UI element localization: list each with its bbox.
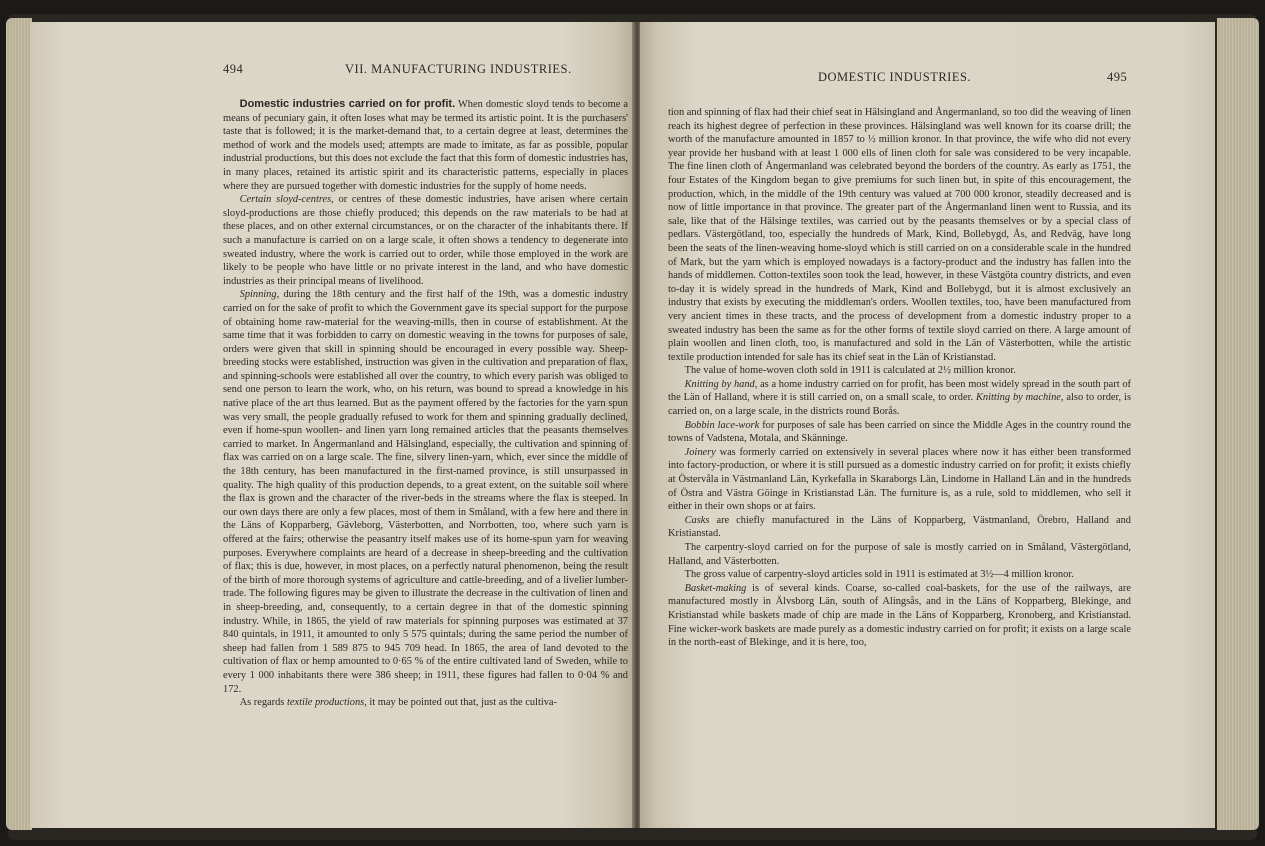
italic-term: Spinning, xyxy=(239,289,280,301)
italic-term: Casks xyxy=(684,514,710,526)
italic-term: Joinery xyxy=(684,446,716,458)
paragraph-text: was formerly carried on extensively in several places where now it has either been transformed into factory-production, or where it is still pursued as a domestic industry carried on for profit; it exists chiefly at Östervåla in Västmanland Län, Kyrkefalla in Skaraborgs Län, Lindome in Halland Län and in the hundreds of Östra and Västra Göinge in Kristianstad Län. The furniture is, as a rule, sold to middlemen, who sell it either in their own shops or at fairs. xyxy=(668,446,1132,513)
right-page-body xyxy=(668,106,1131,650)
paragraph-text: it may be pointed out that, just as the cultiva- xyxy=(369,697,557,709)
right-page-edges xyxy=(1217,18,1259,830)
paragraph xyxy=(223,193,628,288)
paragraph: The gross value of carpentry-sloyd articles sold in 1911 is estimated at 3½—4 million kronor. xyxy=(684,569,1074,581)
paragraph-text: When domestic sloyd tends to become a means of pecuniary gain, it often loses what may be termed its artistic point. It is the purchasers' taste that is followed; it is the market-demand that, to a certain degree at least, determines the method of work and the models used; attempts are made to imitate, as far as possible, popular industrial productions, but this does not exclude the fact that this form of domestic industries has, in many places, retained its artistic spirit and its characteristic patterns, especially in places where they are pursued together with domestic industries for the supply of home needs. xyxy=(223,99,628,192)
paragraph-text: or centres of these domestic industries, have arisen where certain sloyd-productions are those chiefly produced; this depends on the raw materials to be had at these places, and on other external circumstances, or on the character of the inhabitants there. If such a manufacture is carried on on a large scale, it often shows a tendency to degenerate into sweated industry, where the work is carried out to order, while those employed in the work are likely to be people who have little or no private interest in the land, and who have domestic industries as their principal means of livelihood. xyxy=(223,194,628,287)
italic-term: Bobbin lace-work xyxy=(684,419,760,431)
paragraph-text: are chiefly manufactured in the Läns of Kopparberg, Västmanland, Örebro, Halland and Kristianstad. xyxy=(668,514,1131,540)
paragraph: tion and spinning of flax had their chief seat in Hälsingland and Ångermanland, so too did the weaving of linen reach its highest degree of perfection in these provinces. Hälsingland was well known for its coarse drill; the worth of the manufacture amounted in 1857 to ½ million kronor. In that province, the wife who did not every year provide her husband with at least 1 000 ells of linen cloth for sale was considered to be very incapable. The fine linen cloth of Ångermanland was celebrated beyond the borders of the country. As early as 1751, the four Estates of the Kingdom began to give premiums for such linen but, in spite of this encouragement, the production, which, in the middle of the 19th century was valued at 700 000 kronor, steadily decreased and is now of little importance in that province. The greater part of the Ångermanland linen went to Russia, and its sale, like that of the Hälsinge textiles, was carried out by the peasants themselves or by a special class of pedlars. Västergötland, too, especially the hundreds of Mark, Kind, Bollebygd, Ås, and Redväg, have long been the seats of the linen-weaving home-sloyd which is still carried on on a considerable scale in the hundred of Mark, but the yarn which is employed nowadays is a factory-product and the industry has fallen into the hands of middlemen. Cotton-textiles soon took the lead, however, in these Västgöta country districts, and even to-day it is widely spread in the hundreds of Mark, Kind and Bollebygd, but it is almost exclusively an industry that exists by executing the middleman's orders. Woollen textiles, too, have been manufactured from very ancient times in these tracts, and the process of development from a domestic industry proper to a sweated industry has been the same as for the other forms of textile sloyd carried on there. A large amount of plain woollen and linen cloth, too, is manufactured and sold in the Län of Västerbotten, while the artistic textile production intended for sale has its chief seat in the Län of Kristianstad. xyxy=(668,107,1131,363)
left-page-body xyxy=(223,98,628,710)
right-page xyxy=(640,22,1215,828)
running-head-left: VII. MANUFACTURING INDUSTRIES. xyxy=(345,62,572,76)
italic-term: Certain sloyd-centres, xyxy=(239,194,334,206)
paragraph xyxy=(223,696,628,710)
paragraph xyxy=(223,98,628,193)
paragraph: The value of home-woven cloth sold in 1911 is calculated at 2½ million kronor. xyxy=(684,365,1016,377)
paragraph xyxy=(668,378,1131,419)
paragraph xyxy=(668,446,1131,514)
paragraph-text: As regards xyxy=(239,697,285,709)
italic-term: textile productions, xyxy=(286,697,367,709)
running-head-right: DOMESTIC INDUSTRIES. xyxy=(818,70,972,84)
paragraph xyxy=(668,582,1131,650)
paragraph: The carpentry-sloyd carried on for the purpose of sale is mostly carried on in Småland, Västergötland, Halland, and Västerbotten. xyxy=(668,542,1131,567)
left-page xyxy=(30,22,635,828)
paragraph xyxy=(223,288,628,696)
paragraph-text: is of several kinds. Coarse, so-called coal-baskets, for the use of the railways, are manufactured mostly in Älvsborg Län, south of Alingsås, and in the Läns of Kopparberg, Blekinge, and Kristianstad while baskets made of chip are made in the Läns of Kopparberg, Kronoberg, and Kristianstad. Fine wicker-work baskets are made purely as a domestic industry carried on for profit; it exists on a large scale in the north-east of Blekinge, and it is here, too, xyxy=(668,582,1131,649)
italic-term: Basket-making xyxy=(684,582,747,594)
paragraph xyxy=(668,514,1131,541)
paragraph xyxy=(668,419,1131,446)
paragraph-text: as a home industry carried on for profit, has been most widely spread in the south part of the Län of Halland, where it is still carried on, on a small scale, to order. xyxy=(668,378,1131,404)
italic-term: Knitting by machine, xyxy=(975,392,1064,404)
italic-term: Knitting by hand, xyxy=(684,378,758,390)
left-page-edges xyxy=(6,18,32,830)
paragraph-text: during the 18th century and the first half of the 19th, was a domestic industry carried on for the sake of profit to which the Government gave its special support for the purpose of obtaining home raw-material for the weaving-mills, then in course of establishment. At the same time that it was forbidden to carry on domestic weaving in the towns for purposes of sale, orders were given that skill in spinning should be encouraged in every possible way. Sheep-breeding stocks were established, instruction was given in the cultivation and preparation of flax, and spinning-schools were established all over the country, to which every parish was obliged to send one person to learn the work, who, on his return, was bound to spread a knowledge in his native place of the art thus learned. But as the payment offered by the factories for the yarn spun was very small, the people gradually refused to work for them and spinning gradually declined, even if home-spun woollen- and linen yarn long remained articles that the peasants themselves carried to market. In Ångermanland and Hälsingland, especially, the cultivation and spinning of flax was carried on on a large scale. The fine, silvery linen-yarn, which, ever since the middle of the 18th century, has been manufactured in the first-named province, is still unsurpassed in quality. The high quality of this production depends, to a great extent, on the suitable soil where the flax is grown and the character of the river-beds in the streams where the flax is steeped. In our own days there are only a few places, most of them in Småland, with a few here and there in the Läns of Kopparberg, Gävleborg, Västerbotten, and Norrbotten, too, where such yarn is offered at the fairs; otherwise the peasantry itself makes use of its home-spun yarn for weaving purposes. Everywhere complaints are heard of a decrease in sheep-breeding and the cultivation of flax; this is due, however, in most places, on a perfectly natural phenomenon, being the result of the birth of more thorough systems of agriculture and cattle-breeding, and of a livelier lumber-trade. The following figures may be given to illustrate the decrease in the cultivation of linen and in sheep-breeding, and, consequently, to a certain degree in that of the domestic spinning industry. While, in 1865, the yield of raw materials for spinning purposes was estimated at 37 840 quintals, in 1911, it amounted to only 5 575 quintals; during the same period the number of sheep had fallen from 1 589 875 to 945 709 head. In 1865, the area of land devoted to the cultivation of flax or hemp amounted to 0·65 % of the entire cultivated land of Sweden, while to every 1 000 inhabitants there were 386 sheep; in 1911, these figures had fallen to 0·04 % and 172. xyxy=(223,289,629,695)
page-number-right: 495 xyxy=(1107,70,1128,84)
page-number-left: 494 xyxy=(223,62,244,76)
paragraph-text: for purposes of sale has been carried on since the Middle Ages in the country round the towns of Vadstena, Motala, and Skänninge. xyxy=(668,419,1131,445)
paragraph-text: also to order, is carried on, on a large scale, in the districts round Borås. xyxy=(668,392,1131,418)
section-heading: Domestic industries carried on for profit. xyxy=(239,98,456,110)
